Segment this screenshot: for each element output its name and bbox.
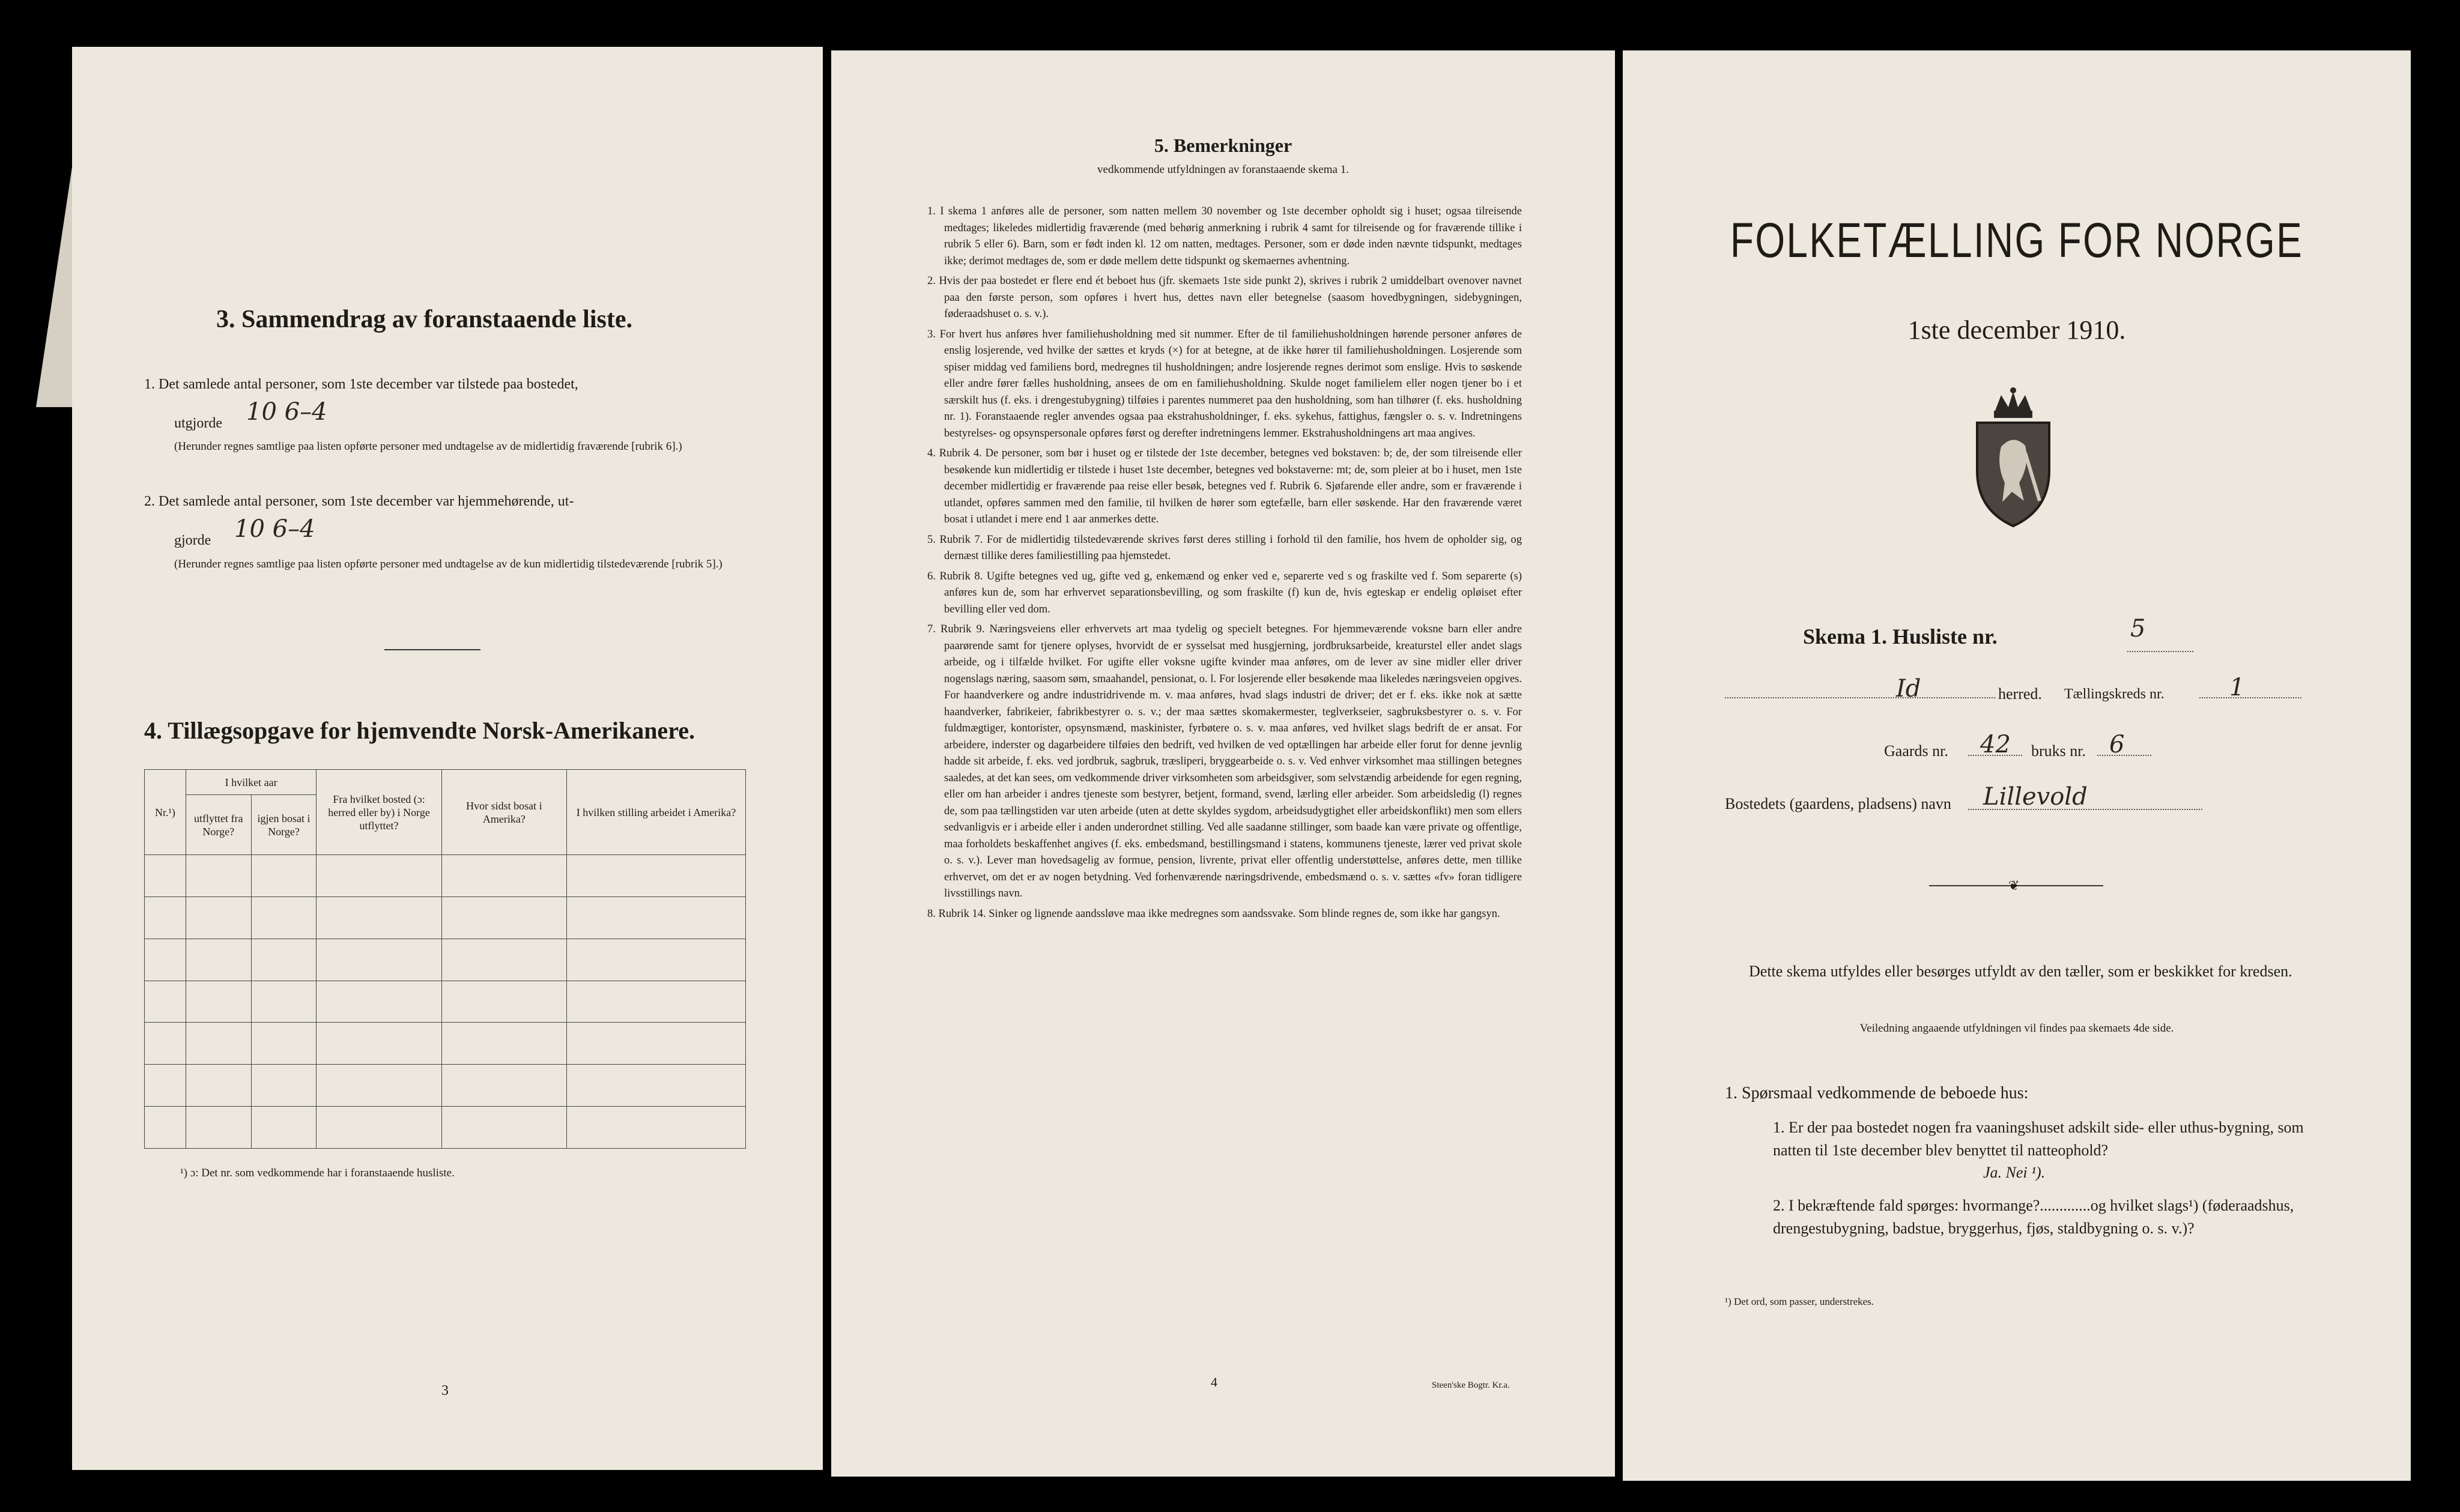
remark-item: 8. Rubrik 14. Sinker og lignende aandssløve maa ikke medregnes som aandssvake. Som blinde regnes de, som ikke har gangsyn. — [927, 907, 1500, 920]
table-row — [145, 1065, 746, 1107]
bruks-label: bruks nr. — [2031, 742, 2086, 760]
sum-item-1-note: (Herunder regnes samtlige paa listen opførte personer med undtagelse av de midlertidig fraværende [rubrik 6].) — [174, 440, 682, 453]
husliste-nr-handwriting: 5 — [2130, 615, 2146, 643]
kreds-nr-handwriting: 1 — [2229, 674, 2245, 701]
page-4 — [831, 50, 1615, 1477]
remarks-subtitle: vedkommende utfyldningen av foranstaaende skema 1. — [1097, 163, 1349, 176]
norsk-amerikaner-table — [144, 769, 746, 1149]
remark-item: 6. Rubrik 8. Ugifte betegnes ved ug, gifte ved g, enkemænd og enker ved e, separerte ved s og fraskilte ved f. Som separerte (s) anføres kun de, som har erhvervet separationsbevilling, og som fraskilte (f) kun de, hvis egteskap er endelig opløiset efter bevilling eller ved dom. — [927, 570, 1522, 615]
question-1: 1. Er der paa bostedet nogen fra vaaningshuset adskilt side- eller uthus-bygning, som natten til 1ste december blev benyttet til natteophold? — [1773, 1119, 2304, 1159]
remarks-list — [927, 204, 1522, 926]
herred-label: herred. — [1998, 685, 2042, 703]
page-1-cover — [1623, 50, 2411, 1481]
cover-footnote: ¹) Det ord, som passer, understrekes. — [1725, 1296, 1874, 1307]
norwegian-coat-of-arms-icon — [1965, 387, 2061, 531]
col-header-amerika: Hvor sidst bosat i Amerika? — [441, 770, 566, 855]
table-row — [145, 855, 746, 897]
table-row — [145, 1023, 746, 1065]
husliste-nr-line — [2127, 651, 2193, 652]
bosted-handwriting: Lillevold — [1983, 783, 2088, 811]
table-row — [145, 897, 746, 939]
ornament-flourish-icon: ❦ — [2008, 878, 2020, 893]
page-3 — [72, 47, 823, 1470]
gaards-nr-line — [1968, 755, 2022, 756]
col-header-bosat: igjen bosat i Norge? — [251, 795, 317, 855]
table-row — [145, 939, 746, 981]
bruks-nr-line — [2097, 755, 2151, 756]
intro-note: Veiledning angaaende utfyldningen vil findes paa skemaets 4de side. — [1859, 1022, 2174, 1035]
census-date: 1ste december 1910. — [1907, 315, 2126, 345]
herred-handwriting: Id — [1896, 675, 1921, 703]
question-1-answer: Ja. Nei ¹). — [1983, 1164, 2046, 1181]
sum-item-1-handwriting: 10 6–4 — [246, 398, 327, 426]
remark-item: 7. Rubrik 9. Næringsveiens eller erhvervets art maa tydelig og specielt betegnes. For hjemmeværende voksne barn eller andre paarørende samt for tjenere oplyses, hvorvidt de er sysselsat med husgjerning, jordbruksarbeide, kreaturstel eller andet slags arbeide, og i tilfælde hvilket. For ugifte eller voksne ugifte kvinder maa anføres, om de lever av sine midler eller driver nogenslags næring, saasom søm, smaahandel, pensionat, o. l. For losjerende eller besøkende maa likeledes næringsveien opgives. For haandverkere og andre industridrivende m. v. maa anføres, hvad slags industri de driver; det er f. eks. ikke nok at sætte haandverker, fabrikeier, fabrikbestyrer o. s. v.; der maa sættes skomakermester, teglverkseier, sagbruksbestyrer o. s. v. For fuldmægtiger, kontorister, opsynsmænd, maskinister, fyrbøtere o. s. v. maa anføres, ved hvilket slags bedrift de er ansat. For arbeidere, inderster og dagarbeidere tilføies den bedrift, ved hvilken de ved optællingen har arbeide eller forut for denne jevnlig hadde sit arbeide, f. eks. ved jordbruk, sagbruk, træsliperi, bryggearbeide o. s. v. Ved enhver virksomhet maa stillingen betegnes saaledes, at det kan sees, om vedkommende driver virksomheten som arbeidsgiver, som selvstændig arbeidende for egen regning, eller om han arbeider i andres tjeneste som bestyrer, betjent, formand, svend, lærling eller arbeider. Som arbeidsledig (l) regnes de, som paa tællingstiden var uten arbeide (uten at dette skyldes sygdom, arbeidsudygtighet eller arbeidskonflikt) men som ellers sedvanligvis er i arbeide eller i anden underordnet stilling. Ved alle saadanne stillinger, som baade kan være private og offentlige, maa forholdets beskaffenhet angives (f. eks. embedsmand, bestillingsmand i statens, kommunens tjeneste, lærer ved privat skole o. s. v.). Lever man hovedsagelig av formue, pension, livrente, privat eller offentlig understøttelse, anføres dette, men tillike erhvervet, om det er av nogen betydning. Ved forhenværende næringsdrivende, embedsmænd o. s. v. sættes «fv» foran tidligere livsstillings navn. — [927, 623, 1522, 900]
intro-text: Dette skema utfyldes eller besørges utfyldt av den tæller, som er beskikket for kredsen. — [1749, 963, 2292, 980]
question-2: 2. I bekræftende fald spørges: hvormange?.............og hvilket slags¹) (føderaadshus, drengestubygning, badstue, bryggerhus, fjøs, staldbygning o. s. v.)? — [1773, 1197, 2294, 1237]
remark-item: 4. Rubrik 4. De personer, som bør i huset og er tilstede der 1ste december, betegnes ved bokstaven: b; de, der som tilreisende eller besøkende kun midlertidig er tilstede i huset 1ste december, betegnes ved bokstaverne: mt; de, som pleier at bo i huset, men 1ste december midlertidig er fraværende paa reise eller besøk, betegnes ved f. Rubrik 6. Sjøfarende eller andre, som er fraværende i utlandet, opføres sammen med den familie, til hvilken de hører som egtefælle, barn eller søskende. Har den fraværende været bosat i utlandet i mere end 1 aar anmerkes dette. — [927, 447, 1522, 525]
kreds-label: Tællingskreds nr. — [2064, 686, 2165, 702]
col-header-stilling: I hvilken stilling arbeidet i Amerika? — [567, 770, 746, 855]
col-header-bosted: Fra hvilket bosted (ɔ: herred eller by) i Norge utflyttet? — [317, 770, 441, 855]
table-row — [145, 1107, 746, 1149]
divider — [384, 649, 480, 650]
remarks-title: 5. Bemerkninger — [1154, 135, 1292, 156]
gaards-nr-handwriting: 42 — [1980, 731, 2011, 758]
sum-item-1: 1. Det samlede antal personer, som 1ste december var tilstede paa bostedet, — [144, 376, 578, 392]
remark-item: 2. Hvis der paa bostedet er flere end ét beboet hus (jfr. skemaets 1ste side punkt 2), skrives i rubrik 2 umiddelbart ovenover navnet paa den første person, som opføres i hvert hus, dettes navn eller betegnelse (saasom hovedbygningen, sidebygningen, føderaadshuset o. s. v.). — [927, 275, 1522, 320]
sum-item-2-prefix: gjorde — [174, 533, 211, 548]
skema-label: Skema 1. Husliste nr. — [1803, 624, 1998, 649]
gaards-label: Gaards nr. — [1884, 742, 1948, 760]
sum-item-1-prefix: utgjorde — [174, 416, 222, 431]
remark-item: 5. Rubrik 7. For de midlertidig tilstedeværende skrives først deres stilling i forhold til den familie, hos hvem de opholder sig, og dernæst tillike deres familiestilling paa hjemstedet. — [927, 533, 1522, 562]
printer-mark: Steen'ske Bogtr. Kr.a. — [1432, 1380, 1510, 1390]
sum-item-2: 2. Det samlede antal personer, som 1ste december var hjemmehørende, ut- — [144, 494, 574, 509]
page-number-3: 3 — [441, 1383, 449, 1399]
col-header-nr: Nr.¹) — [145, 770, 186, 855]
questions-heading: 1. Spørsmaal vedkommende de beboede hus: — [1725, 1084, 2029, 1102]
bosted-label: Bostedets (gaardens, pladsens) navn — [1725, 795, 1951, 812]
kreds-nr-line — [2199, 697, 2301, 698]
table-row — [145, 981, 746, 1023]
page-number-4: 4 — [1211, 1374, 1217, 1390]
census-title: FOLKETÆLLING FOR NORGE — [1730, 213, 2304, 268]
section-4-title: 4. Tillægsopgave for hjemvendte Norsk-Amerikanere. — [144, 717, 695, 744]
col-header-utflyttet: utflyttet fra Norge? — [186, 795, 251, 855]
sum-item-2-note: (Herunder regnes samtlige paa listen opførte personer med undtagelse av de kun midlertidig tilstedeværende [rubrik 5].) — [174, 558, 723, 570]
table-footnote: ¹) ɔ: Det nr. som vedkommende har i foranstaaende husliste. — [180, 1167, 455, 1179]
bruks-nr-handwriting: 6 — [2109, 731, 2125, 758]
remark-item: 1. I skema 1 anføres alle de personer, som natten mellem 30 november og 1ste december opholdt sig i huset; ogsaa tilreisende medtages; likeledes midlertidig fraværende (med behørig anmerkning i rubrik 4 samt for tilreisende og for fraværende tillike i rubrik 5 eller 6). Barn, som er født inden kl. 12 om natten, medtages. Personer, som er døde inden nævnte tidspunkt, medtages ikke; derimot medtages de, som er døde mellem dette tidspunkt og skemaernes avhentning. — [927, 205, 1522, 267]
herred-line — [1725, 697, 1995, 698]
remark-item: 3. For hvert hus anføres hver familiehusholdning med sit nummer. Efter de til familiehusholdningen hørende personer anføres de enslig losjerende, ved hvilke der sættes et kryds (×) for at betegne, at de ikke hører til familiehusholdningen. Losjerende som spiser middag ved familiens bord, medregnes til husholdningen; andre losjerende regnes derimot som enslige. Hvis to søskende eller andre fører fælles husholdning, ansees de om en familiehusholdning. Skulde noget familielem eller nogen tjener bo i et særskilt hus (f. eks. i drengestubygning) tilføies i parentes nummeret paa den husholdning, som han tilhører (f. eks. husholdning nr. 1). Foranstaaende regler anvendes ogsaa paa ekstrahusholdninger, f. eks. sykehus, fattighus, fængsler o. s. v. Indretningens bestyrelses- og opsynspersonale opføres først og derefter indretningens lemmer. Ekstrahusholdningens art maa angives. — [927, 328, 1522, 440]
sum-item-2-handwriting: 10 6–4 — [234, 515, 315, 543]
bosted-line — [1968, 809, 2202, 810]
col-header-group: I hvilket aar — [186, 770, 317, 795]
section-3-title: 3. Sammendrag av foranstaaende liste. — [216, 306, 632, 333]
